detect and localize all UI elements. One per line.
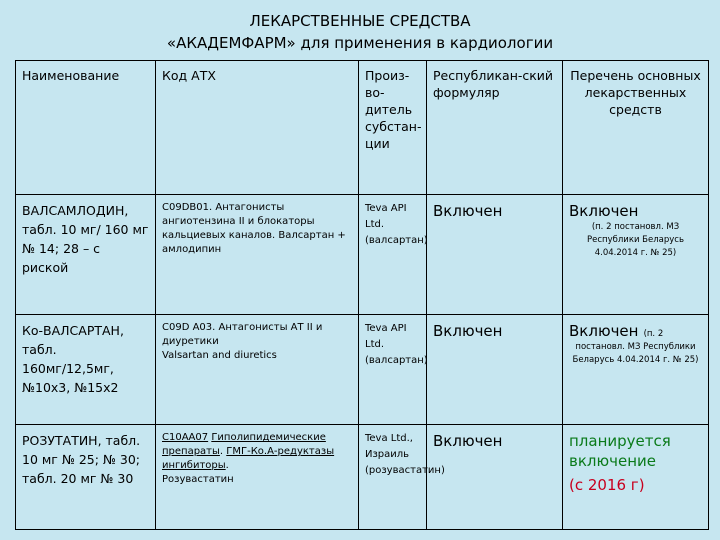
essential-status-note-inline: (п. 2 [643, 329, 664, 339]
republican-status-text: Включен [433, 432, 503, 450]
manufacturer-substance: (розувастатин) [365, 465, 445, 476]
manufacturer [359, 425, 445, 530]
atc-subgroup-link[interactable]: ГМГ-Ко.А-редуктазы ингибиторы [162, 446, 335, 471]
document-title [0, 10, 720, 54]
essential-status [563, 315, 709, 425]
atc-dot: . [225, 460, 229, 471]
republican-status-text: Включен [433, 202, 503, 220]
republican-status-text: Включен [433, 322, 503, 340]
atc-code: C09DB01. Антагонисты ангиотензина II и блокаторы кальциевых каналов. Валсартан + амлодипин [156, 195, 359, 315]
atc-inn: Розувастатин [162, 474, 234, 485]
title-line-1: ЛЕКАРСТВЕННЫЕ СРЕДСТВА [249, 12, 471, 30]
atc-code-link[interactable]: С10АА07 [162, 432, 209, 443]
republican-status [427, 315, 563, 425]
title-line-2: «АКАДЕМФАРМ» для применения в кардиологии [166, 34, 554, 52]
table-row [16, 315, 709, 425]
atc-group: C09D A03. Антагонисты АТ II и диуретики [162, 322, 323, 347]
republican-status [427, 425, 563, 530]
essential-status-text: Включен [569, 322, 639, 340]
table-row [16, 425, 709, 530]
essential-status [563, 195, 709, 315]
drug-name: Ко-ВАЛСАРТАН, табл. 160мг/12,5мг, №10х3, №15х2 [16, 315, 156, 425]
header-republican-formulary: Республикан-ский формуляр [427, 61, 563, 195]
atc-separator: . [219, 446, 227, 457]
essential-status-note: (п. 2 постановл. МЗ Республики Беларусь 4.04.2014 г. № 25) [587, 222, 684, 258]
manufacturer-name: Teva Ltd., Израиль [365, 433, 413, 460]
atc-group-link[interactable]: Гиполипидемические препараты [162, 432, 326, 457]
drug-table [15, 60, 709, 530]
atc-code [156, 425, 359, 530]
header-manufacturer: Произ-во-дитель субстан-ции [359, 61, 427, 195]
manufacturer: Teva API Ltd.(валсартан) [359, 315, 427, 425]
atc-description [162, 431, 352, 473]
manufacturer: Teva API Ltd.(валсартан) [359, 195, 427, 315]
essential-planned-year: (с 2016 г) [569, 476, 645, 494]
essential-status [563, 425, 709, 530]
header-essential-list: Перечень основных лекарственных средств [563, 61, 709, 195]
table-row [16, 195, 709, 315]
essential-status-note: постановл. МЗ Республики Беларусь 4.04.2014 г. № 25) [572, 342, 699, 365]
essential-status-text: Включен [569, 202, 639, 220]
header-name: Наименование [16, 61, 156, 195]
republican-status [427, 195, 563, 315]
atc-inn: Valsartan and diuretics [162, 350, 277, 361]
table-header-row [16, 61, 709, 195]
header-atc: Код АТХ [156, 61, 359, 195]
atc-code [156, 315, 359, 425]
essential-planned-text: планируется включение [569, 432, 671, 470]
drug-name: РОЗУТАТИН, табл. 10 мг № 25; № 30; табл. 20 мг № 30 [16, 425, 156, 530]
drug-name: ВАЛСАМЛОДИН, табл. 10 мг/ 160 мг № 14; 28 – с риской [16, 195, 156, 315]
